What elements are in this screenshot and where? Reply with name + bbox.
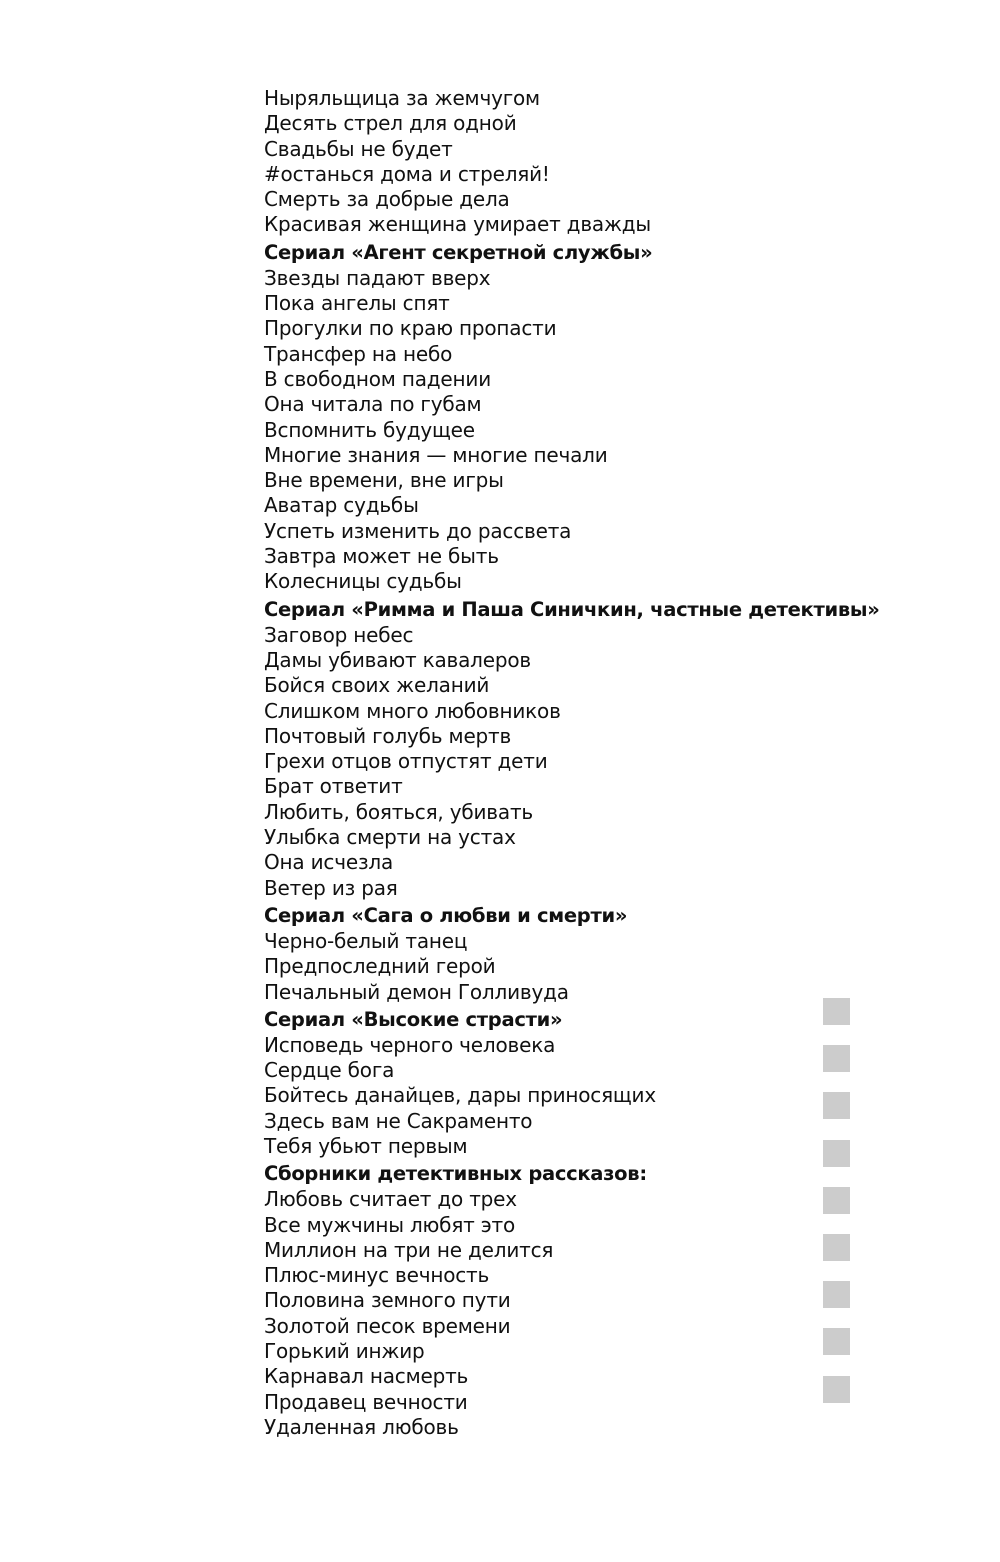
edge-marker <box>823 1045 850 1072</box>
book-title: Почтовый голубь мертв <box>264 723 512 748</box>
book-title: Завтра может не быть <box>264 544 499 569</box>
book-title: Смерть за добрые дела <box>264 187 510 212</box>
series-heading: Сериал «Высокие страсти» <box>264 1007 563 1031</box>
book-title: Аватар судьбы <box>264 493 419 518</box>
book-title: Улыбка смерти на устах <box>264 825 516 850</box>
book-title: Успеть изменить до рассвета <box>264 518 572 543</box>
edge-marker <box>823 1140 850 1167</box>
book-title: Печальный демон Голливуда <box>264 979 569 1004</box>
book-title: Слишком много любовников <box>264 698 561 723</box>
book-title: Любить, бояться, убивать <box>264 799 533 824</box>
book-title: Бойтесь данайцев, дары приносящих <box>264 1083 656 1108</box>
book-title: Продавец вечности <box>264 1389 468 1414</box>
edge-marker <box>823 1281 850 1308</box>
book-title: Грехи отцов отпустят дети <box>264 749 548 774</box>
book-title: Карнавал насмерть <box>264 1364 469 1389</box>
book-list <box>264 86 880 1440</box>
book-title: #останься дома и стреляй! <box>264 161 550 186</box>
series-heading: Сборники детективных рассказов: <box>264 1162 647 1186</box>
book-title: Свадьбы не будет <box>264 136 453 161</box>
book-title: Звезды падают вверх <box>264 265 491 290</box>
book-title: Брат ответит <box>264 774 403 799</box>
book-title: Дамы убивают кавалеров <box>264 647 531 672</box>
edge-marker <box>823 1328 850 1355</box>
book-title: Любовь считает до трех <box>264 1187 517 1212</box>
series-heading: Сериал «Римма и Паша Синичкин, частные детективы» <box>264 597 880 621</box>
book-title: Многие знания — многие печали <box>264 442 608 467</box>
edge-marker <box>823 1187 850 1214</box>
book-title: Все мужчины любят это <box>264 1212 516 1237</box>
book-title: Прогулки по краю пропасти <box>264 316 557 341</box>
book-title: Горький инжир <box>264 1339 425 1364</box>
book-title: Бойся своих желаний <box>264 673 490 698</box>
book-title: Исповедь черного человека <box>264 1032 556 1057</box>
page-edge-markers <box>823 998 850 1423</box>
book-title: В свободном падении <box>264 366 491 391</box>
book-title: Плюс-минус вечность <box>264 1263 490 1288</box>
book-title: Красивая женщина умирает дважды <box>264 212 651 237</box>
book-title: Здесь вам не Сакраменто <box>264 1108 533 1133</box>
book-title: Она исчезла <box>264 850 394 875</box>
book-title: Черно-белый танец <box>264 928 468 953</box>
book-title: Вспомнить будущее <box>264 417 475 442</box>
series-heading: Сериал «Агент секретной службы» <box>264 240 653 264</box>
book-title: Пока ангелы спят <box>264 291 450 316</box>
book-title: Колесницы судьбы <box>264 569 462 594</box>
book-title: Золотой песок времени <box>264 1313 511 1338</box>
book-title: Предпоследний герой <box>264 954 496 979</box>
edge-marker <box>823 1092 850 1119</box>
series-heading: Сериал «Сага о любви и смерти» <box>264 903 628 927</box>
book-title: Удаленная любовь <box>264 1414 459 1439</box>
book-title: Миллион на три не делится <box>264 1237 554 1262</box>
book-title: Ныряльщица за жемчугом <box>264 86 540 110</box>
book-title: Ветер из рая <box>264 875 398 900</box>
book-title: Тебя убьют первым <box>264 1133 468 1158</box>
book-title: Десять стрел для одной <box>264 111 517 136</box>
book-title: Сердце бога <box>264 1058 395 1083</box>
edge-marker <box>823 1376 850 1403</box>
book-title: Она читала по губам <box>264 392 482 417</box>
book-title: Вне времени, вне игры <box>264 468 504 493</box>
book-title: Трансфер на небо <box>264 341 453 366</box>
edge-marker <box>823 1234 850 1261</box>
book-title: Половина земного пути <box>264 1288 511 1313</box>
book-title: Заговор небес <box>264 622 414 647</box>
edge-marker <box>823 998 850 1025</box>
